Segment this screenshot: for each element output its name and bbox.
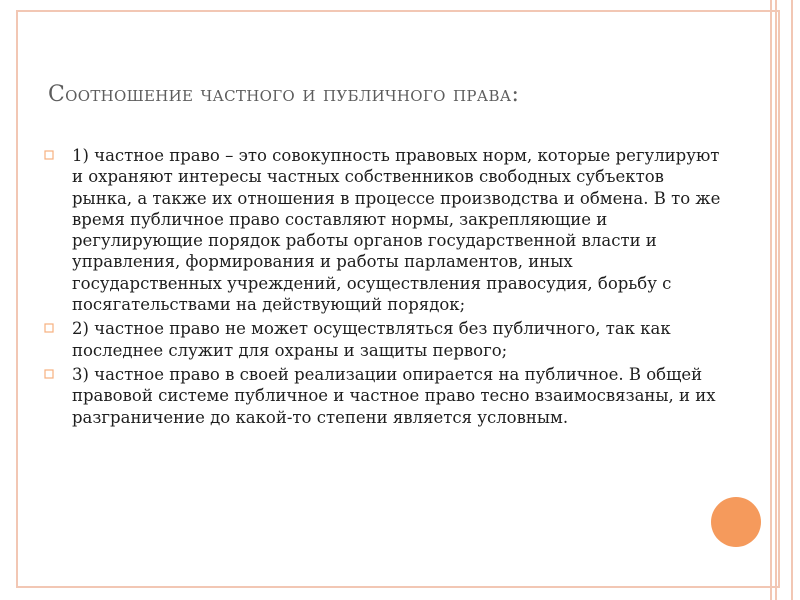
bullet-item-3	[44, 364, 724, 428]
bullet-text: 1) частное право – это совокупность правовых норм, которые регулируют и охраняют интересы частных собственников свободных субъектов рынка, а также их отношения в процессе производства и обмена. В то же время публичное право составляют нормы, закрепляющие и регулирующие порядок работы органов государственной власти и управления, формирования и работы парламентов, иных государственных учреждений, осуществления правосудия, борьбу с посягательствами на действующий порядок;	[72, 146, 721, 315]
accent-circle	[711, 497, 761, 547]
decorative-vertical-line	[791, 0, 793, 600]
bullet-text: 3) частное право в своей реализации опирается на публичное. В общей правовой системе публичное и частное право тесно взаимосвязаны, и их разграничение до какой-то степени является условным.	[72, 364, 716, 427]
bullet-item-1	[44, 145, 724, 315]
bullet-list	[44, 145, 724, 431]
decorative-vertical-line	[775, 0, 777, 600]
hollow-square-bullet-icon	[44, 150, 54, 160]
hollow-square-bullet-icon	[44, 323, 54, 333]
hollow-square-bullet-icon	[44, 369, 54, 379]
bullet-text: 2) частное право не может осуществляться без публичного, так как последнее служит для охраны и защиты первого;	[72, 319, 671, 360]
bullet-item-2	[44, 318, 724, 361]
decorative-vertical-line	[770, 0, 772, 600]
slide-title: Соотношение частного и публичного права:	[48, 82, 520, 107]
